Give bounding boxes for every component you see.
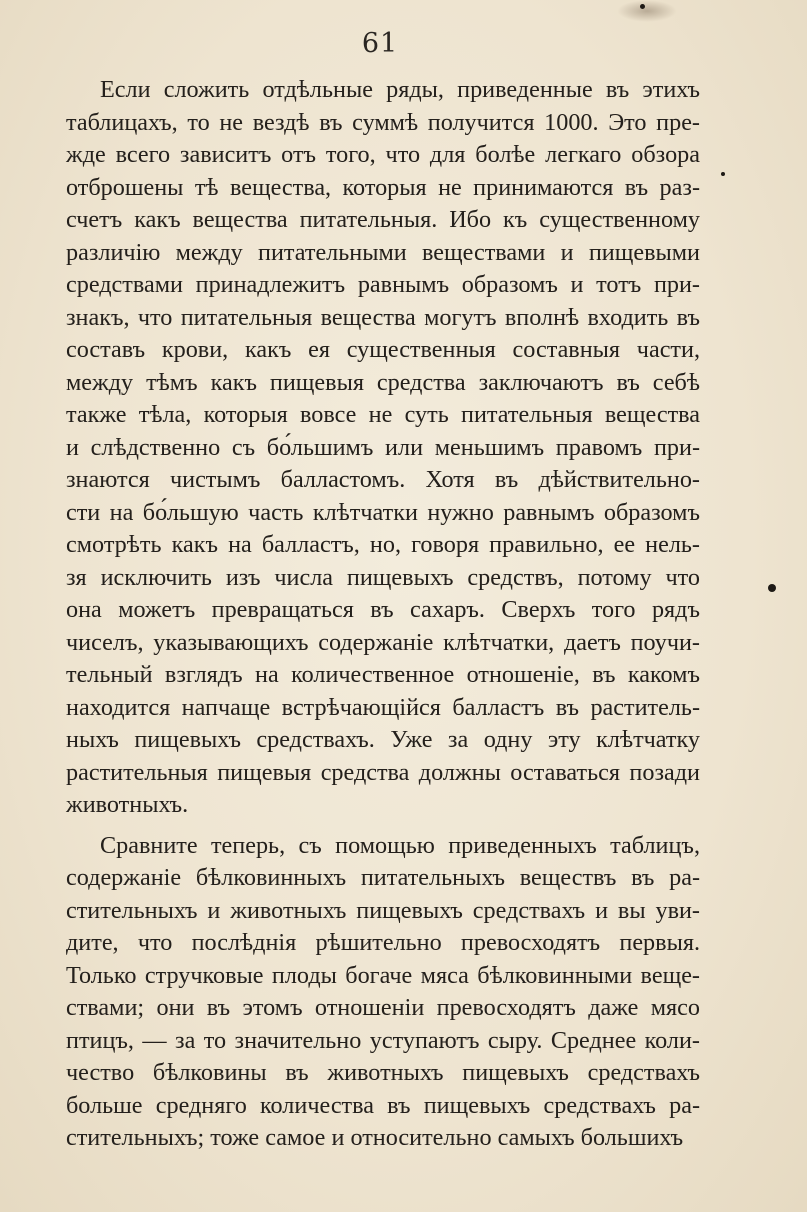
text-line: и слѣдственно съ бо́льшимъ или меньшимъ правомъ при-	[66, 433, 700, 461]
text-line: Если сложить отдѣльные ряды, приведенные въ этихъ	[100, 76, 700, 103]
text-line: чество бѣлковины въ животныхъ пищевыхъ средствахъ	[66, 1059, 700, 1086]
paragraph-2	[66, 830, 700, 1155]
text-line: ныхъ пищевыхъ средствахъ. Уже за одну эту клѣтчатку	[66, 726, 700, 753]
ink-speck	[721, 172, 725, 176]
text-line: средствами принадлежитъ равнымъ образомъ и тотъ при-	[66, 271, 700, 298]
text-line: отброшены тѣ вещества, которыя не принимаются въ раз-	[66, 173, 700, 201]
text-line: Только стручковые плоды богаче мяса бѣлковинными веще-	[66, 961, 700, 989]
text-line: растительныя пищевыя средства должны оставаться позади	[66, 758, 700, 786]
text-line: больше средняго количества въ пищевыхъ средствахъ ра-	[66, 1091, 700, 1119]
text-line: составъ крови, какъ ея существенныя составныя части,	[66, 336, 700, 363]
text-line: жде всего зависитъ отъ того, что для болѣе легкаго обзора	[66, 141, 700, 168]
text-line: Сравните теперь, съ помощью приведенныхъ таблицъ,	[100, 831, 700, 859]
text-line: тельный взглядъ на количественное отношеніе, въ какомъ	[66, 661, 700, 688]
text-line: сти на бо́льшую часть клѣтчатки нужно равнымъ образомъ	[66, 498, 700, 526]
body-text	[66, 74, 700, 1155]
text-line: содержаніе бѣлковинныхъ питательныхъ веществъ въ ра-	[66, 864, 700, 891]
ink-speck	[640, 4, 645, 9]
text-line: птицъ, — за то значительно уступаютъ сыру. Среднее коли-	[66, 1026, 700, 1054]
text-line: животныхъ.	[66, 791, 189, 818]
text-line: дите, что послѣднія рѣшительно превосходятъ первыя.	[66, 929, 700, 956]
text-line: она можетъ превращаться въ сахаръ. Сверхъ того рядъ	[66, 596, 700, 623]
text-line: стительныхъ; тоже самое и относительно самыхъ большихъ	[66, 1124, 684, 1151]
text-line: знакъ, что питательныя вещества могутъ вполнѣ входить въ	[66, 303, 700, 331]
text-line: стительныхъ и животныхъ пищевыхъ средствахъ и вы уви-	[66, 896, 700, 924]
text-line: находится напчаще встрѣчающійся балластъ въ раститель-	[66, 693, 700, 721]
ink-speck	[768, 584, 776, 592]
text-line: счетъ какъ вещества питательныя. Ибо къ существенному	[66, 206, 700, 233]
text-line: также тѣла, которыя вовсе не суть питательныя вещества	[66, 401, 700, 428]
text-line: зя исключить изъ числа пищевыхъ средствъ, потому что	[66, 563, 700, 591]
page-stain	[617, 0, 677, 22]
text-line: между тѣмъ какъ пищевыя средства заключаютъ въ себѣ	[66, 368, 700, 396]
page-number: 61	[361, 28, 399, 59]
text-line: ствами; они въ этомъ отношеніи превосходятъ даже мясо	[66, 994, 700, 1021]
text-line: смотрѣть какъ на балластъ, но, говоря правильно, ее нель-	[66, 531, 700, 558]
text-line: чиселъ, указывающихъ содержаніе клѣтчатки, даетъ поучи-	[66, 628, 700, 656]
paragraph-1	[66, 74, 700, 822]
text-line: различію между питательными веществами и пищевыми	[66, 238, 700, 266]
text-line: знаются чистымъ балластомъ. Хотя въ дѣйствительно-	[66, 466, 700, 493]
text-line: таблицахъ, то не вездѣ въ суммѣ получится 1000. Это пре-	[66, 108, 700, 136]
